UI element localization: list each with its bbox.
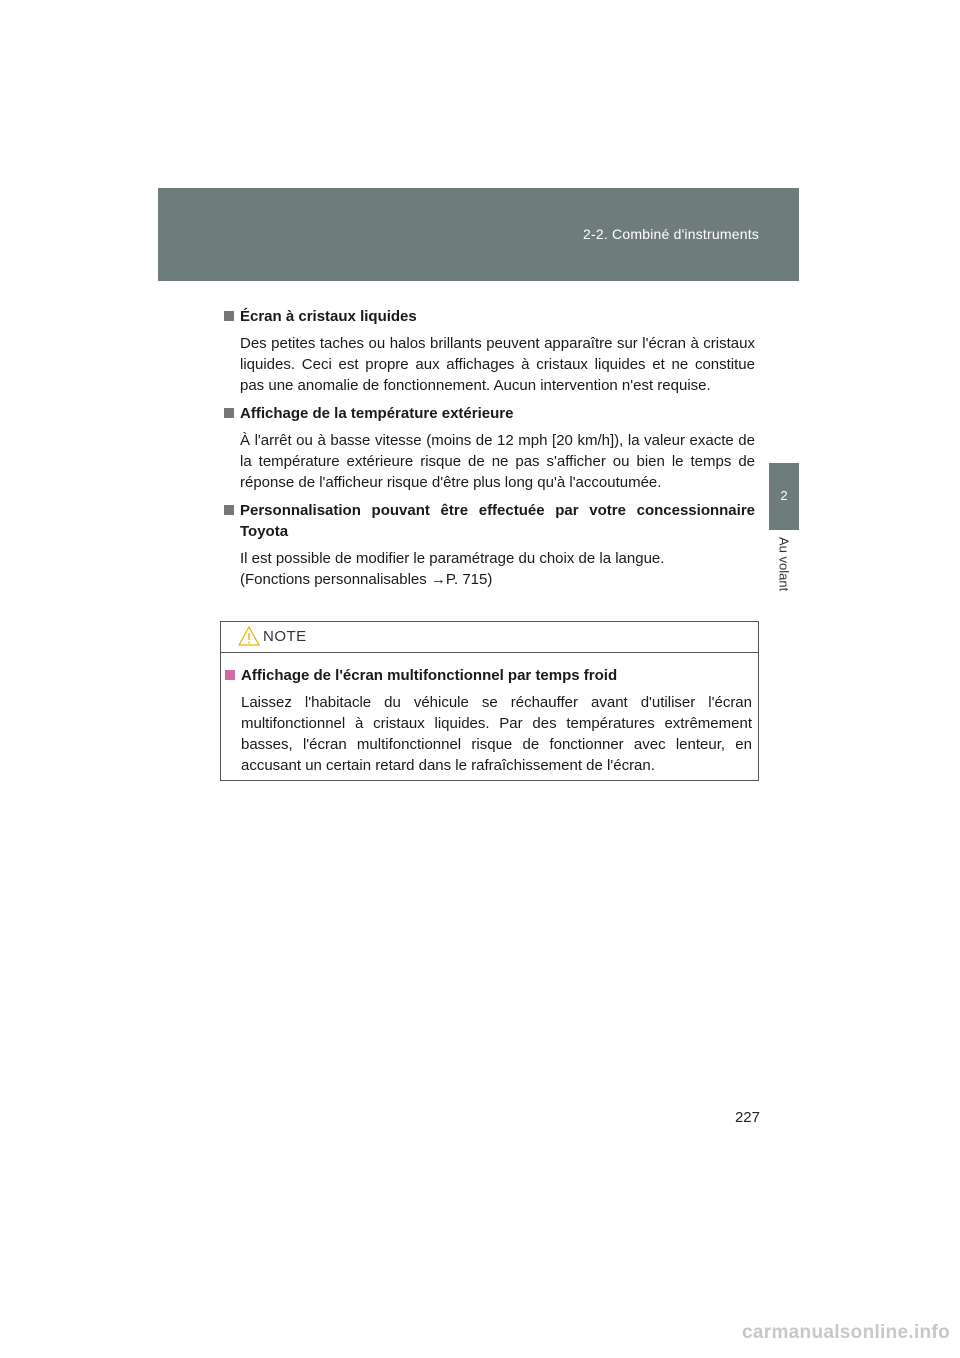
note-text: Laissez l'habitacle du véhicule se réchauffer avant d'utiliser l'écran multifonctionnel à cristaux liquides. Par des températures extrêmement basses, l'écran multifonctionnel risque de fonctionner avec lenteur, en accusant un certain retard dans le rafraîchissement de l'écran. <box>241 694 752 774</box>
note-header <box>221 622 758 653</box>
section-heading <box>223 306 755 327</box>
section-body: Des petites taches ou halos brillants peuvent apparaître sur l'écran à cristaux liquides. Ceci est propre aux affichages à cristaux liquides et ne constitue pas une anomalie de fonctionnement. Aucun intervention n'est requise. <box>240 335 755 394</box>
chapter-title: 2-2. Combiné d'instruments <box>583 226 759 242</box>
note-heading <box>224 665 752 686</box>
square-bullet-icon <box>225 670 235 680</box>
section-body-line: Il est possible de modifier le paramétrage du choix de la langue. <box>240 550 665 567</box>
note-box <box>220 621 759 781</box>
watermark: carmanualsonline.info <box>742 1322 950 1343</box>
chapter-side-tab <box>769 463 799 530</box>
section-heading <box>223 500 755 542</box>
square-bullet-icon <box>224 408 234 418</box>
section-outside-temp <box>223 403 755 493</box>
chapter-number: 2 <box>780 488 788 503</box>
main-content <box>223 306 755 597</box>
section-heading <box>223 403 755 424</box>
square-bullet-icon <box>224 311 234 321</box>
section-body <box>240 548 755 590</box>
section-lcd <box>223 306 755 396</box>
note-body <box>221 653 758 776</box>
section-customization <box>223 500 755 590</box>
note-label: NOTE <box>263 628 307 645</box>
section-heading-text: Écran à cristaux liquides <box>240 308 417 325</box>
section-heading-text: Affichage de la température extérieure <box>240 405 514 422</box>
note-heading-text: Affichage de l'écran multifonctionnel par temps froid <box>241 667 618 684</box>
section-body: À l'arrêt ou à basse vitesse (moins de 12 mph [20 km/h]), la valeur exacte de la température extérieure risque de ne pas s'afficher ou bien le temps de réponse de l'afficheur risque d'être plus long qu'à l'accoutumée. <box>240 432 755 491</box>
chapter-header-band <box>158 188 799 281</box>
chapter-side-label: Au volant <box>776 537 792 592</box>
square-bullet-icon <box>224 505 234 515</box>
cross-reference-link[interactable]: (Fonctions personnalisables →P. 715) <box>240 571 493 588</box>
section-heading-text: Personnalisation pouvant être effectuée par votre concessionnaire Toyota <box>240 502 755 540</box>
warning-triangle-icon <box>238 626 260 646</box>
page-number: 227 <box>734 1109 760 1126</box>
